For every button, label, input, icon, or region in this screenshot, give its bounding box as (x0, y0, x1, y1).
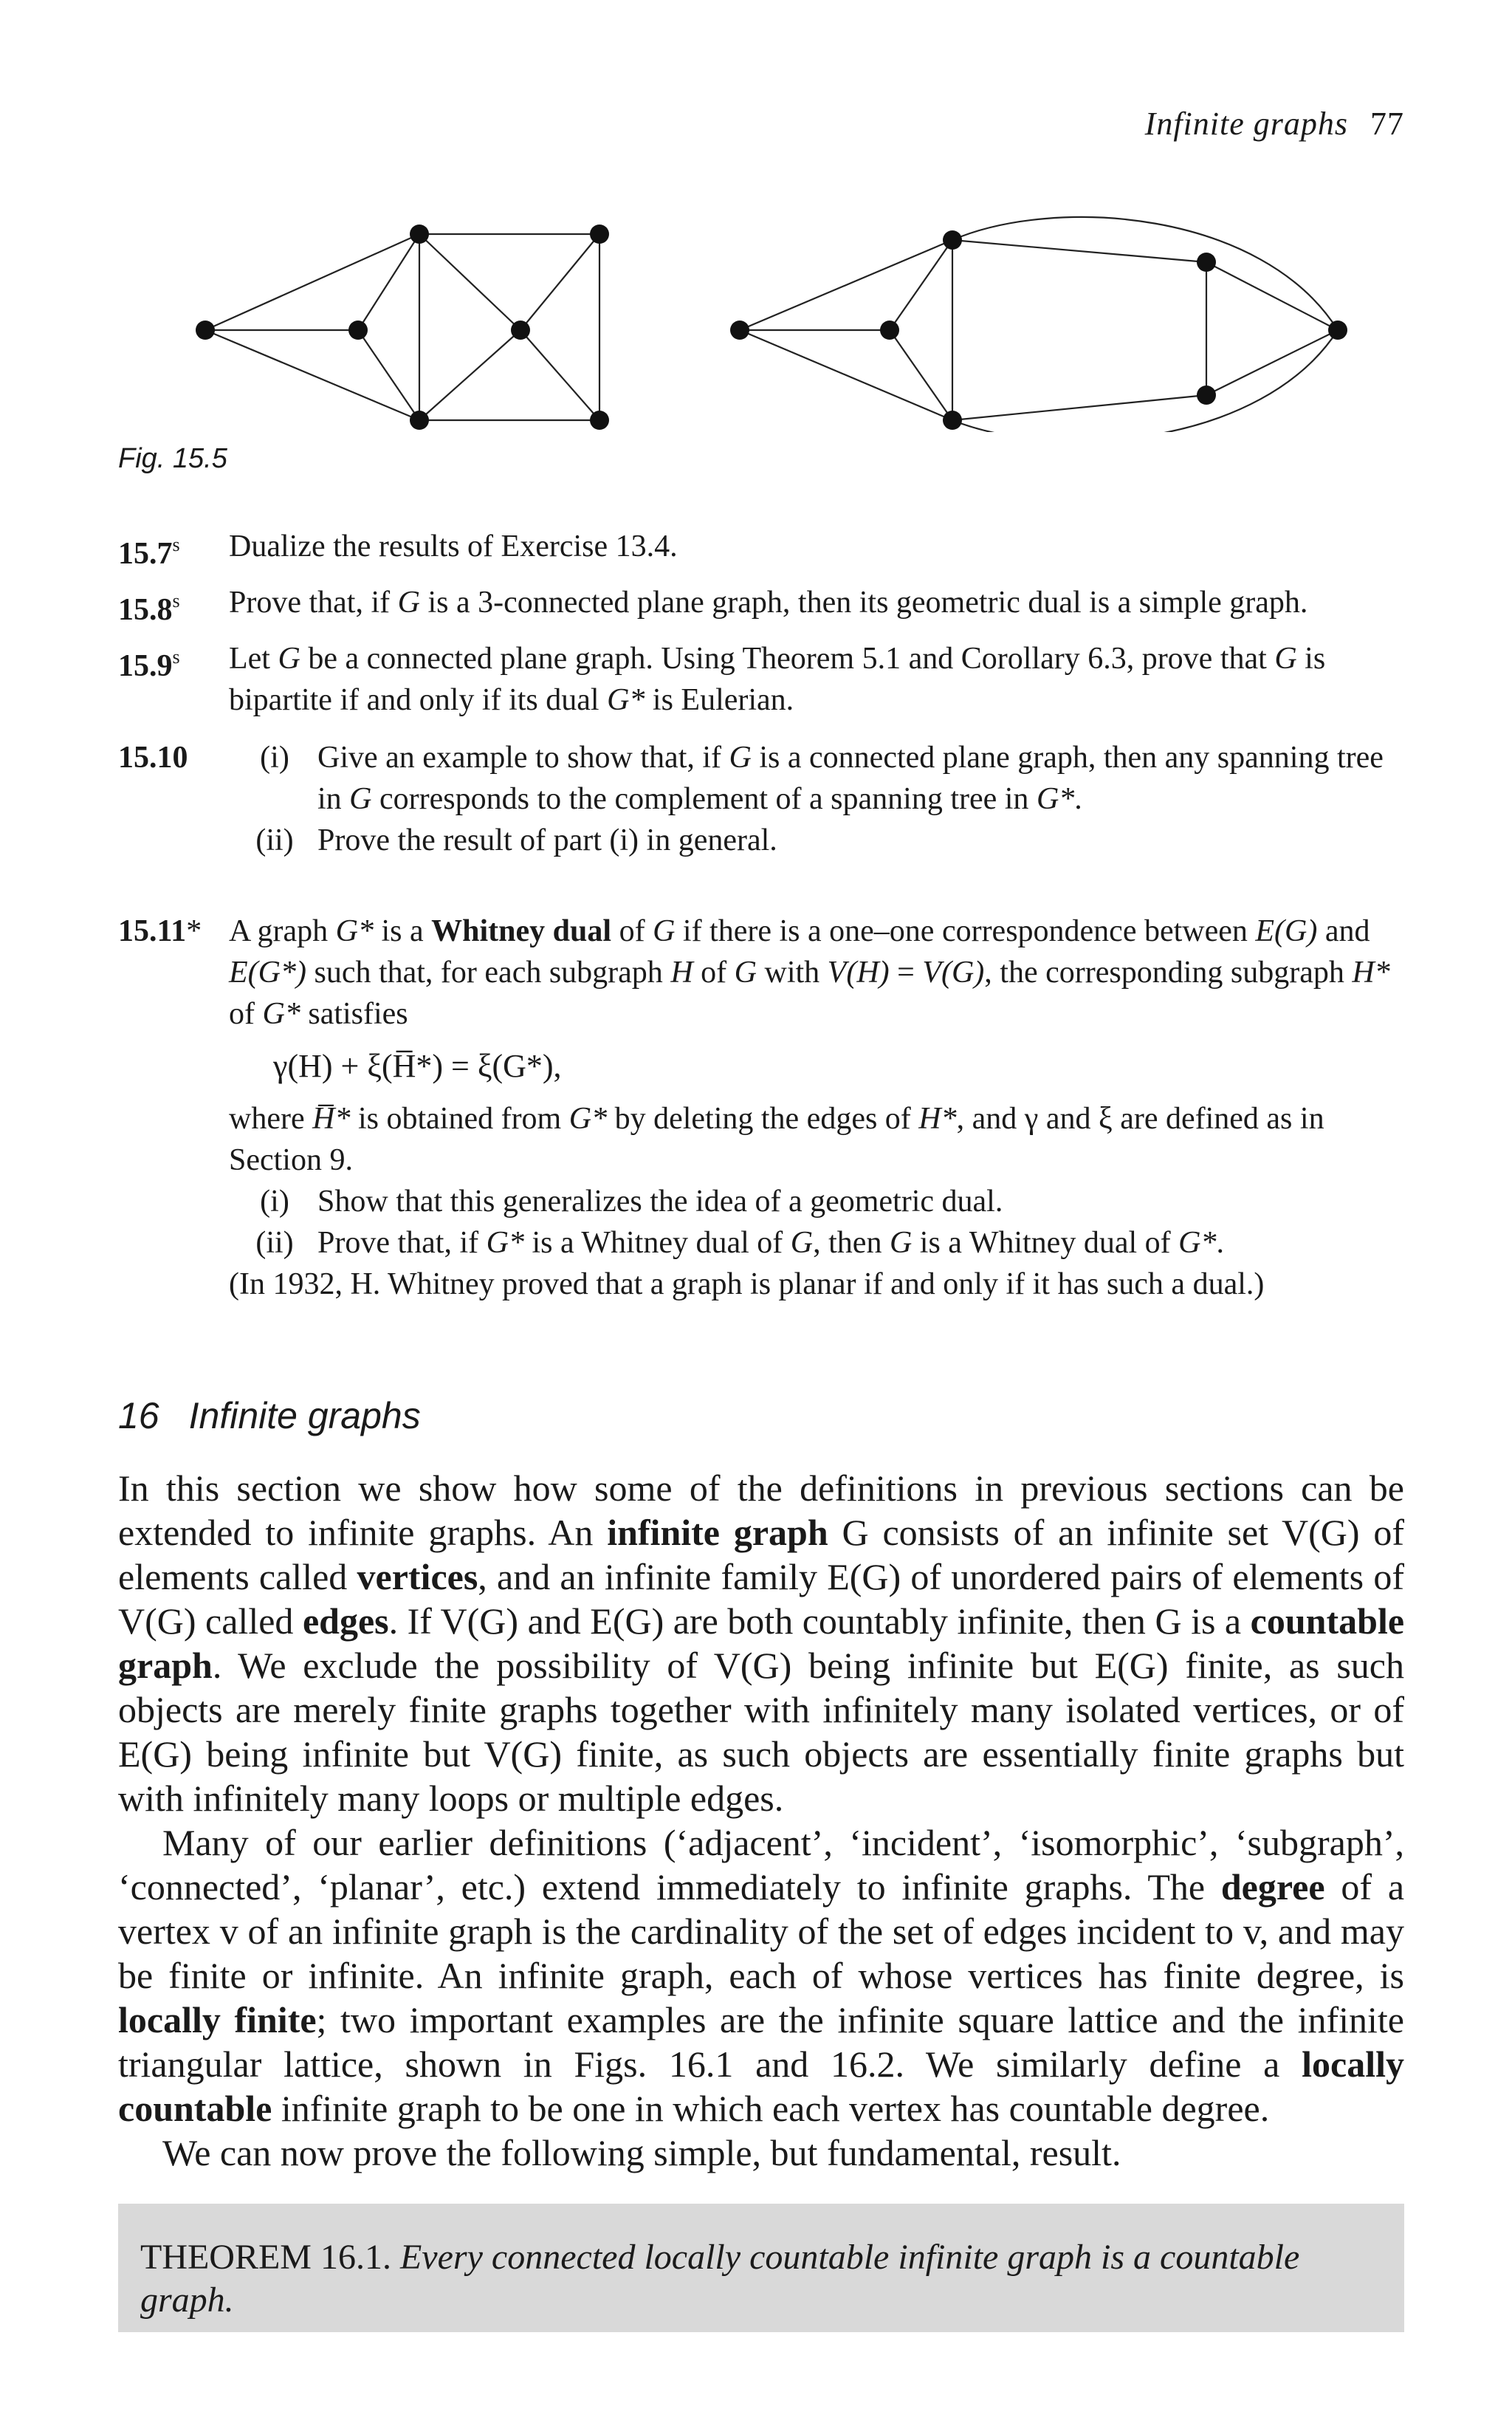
exercise-15-8 (118, 582, 1403, 627)
paragraph-2: Many of our earlier definitions (‘adjacent’, ‘incident’, ‘isomorphic’, ‘subgraph’, ‘connected’, ‘planar’, etc.) extend immediately to infinite graphs. The degree of a vertex v of an infinite graph is the cardinality of the set of edges incident to v, and may be finite or infinite. An infinite graph, each of whose vertices has finite degree, is locally finite; two important examples are the infinite square lattice and the infinite triangular lattice, shown in Figs. 16.1 and 16.2. We similarly define a locally countable infinite graph to be one in which each vertex has countable degree. (118, 1822, 1405, 2129)
exercise-text: A graph G* is a Whitney dual of G if there is a one–one correspondence between E(G) and E(G*) such that, for each subgraph H of G with V(H) = V(G), the corresponding subgraph H* of G* satisfies (229, 914, 1390, 1031)
theorem-box (118, 2204, 1404, 2332)
paragraph-1: In this section we show how some of the definitions in previous sections can be extended to infinite graphs. An infinite graph G consists of an infinite set V(G) of elements called vertices, and an infinite family E(G) of unordered pairs of elements of V(G) called edges. If V(G) and E(G) are both countably infinite, then G is a countable graph. We exclude the possibility of V(G) being infinite but E(G) finite, as such objects are merely finite graphs together with infinitely many isolated vertices, or of E(G) being infinite but V(G) finite, as such objects are essentially finite graphs but with infinitely many loops or multiple edges. (118, 1467, 1405, 1819)
exercise-part-i: (i) Give an example to show that, if G is a connected plane graph, then any spanning tree in G corresponds to the complement of a spanning tree in G*. (229, 737, 1403, 820)
exercise-text-where: where H̅* is obtained from G* by deleting the edges of H*, and γ and ξ are defined as in Section 9. (229, 1102, 1324, 1177)
exercise-part-i: (i) Show that this generalizes the idea of a geometric dual. (229, 1181, 1403, 1222)
section-heading (118, 1394, 421, 1437)
formula: γ(H) + ξ(H̅*) = ξ(G*), (273, 1048, 562, 1084)
exercise-text: Prove that, if G is a 3-connected plane graph, then its geometric dual is a simple graph. (229, 586, 1308, 620)
section-body (118, 1466, 1404, 2175)
figure-caption: Fig. 15.5 (118, 443, 227, 474)
part-label: (i) (260, 741, 289, 775)
exercise-15-10 (118, 737, 1403, 861)
exercise-text: Dualize the results of Exercise 13.4. (229, 530, 678, 563)
exercise-part-ii: (ii) Prove the result of part (i) in general. (229, 820, 1403, 861)
exercise-15-9 (118, 638, 1403, 721)
section-number: 16 (118, 1395, 159, 1436)
exercise-text: Let G be a connected plane graph. Using Theorem 5.1 and Corollary 6.3, prove that G is bipartite if and only if its dual G* is Eulerian. (229, 642, 1326, 717)
running-title: Infinite graphs (1144, 106, 1348, 142)
exercise-number: 15.8$^s$ (118, 590, 180, 627)
paragraph-3: We can now prove the following simple, but fundamental, result. (162, 2132, 1121, 2173)
exercise-15-11 (118, 911, 1403, 1305)
theorem-label: THEOREM 16.1. (140, 2238, 391, 2277)
exercise-number: 15.9$^s$ (118, 646, 180, 683)
running-header (1145, 105, 1404, 143)
exercise-part-ii: (ii) Prove that, if G* is a Whitney dual of G, then G is a Whitney dual of G*. (229, 1222, 1403, 1264)
theorem-statement: Every connected locally countable infinite graph is a countable graph. (140, 2238, 1300, 2320)
part-label: (ii) (255, 823, 294, 857)
exercise-number: 15.7$^s$ (118, 534, 180, 571)
exercise-number: 15.10 (118, 741, 188, 775)
figure-15-5 (170, 210, 1351, 432)
exercise-number: 15.11* (118, 914, 202, 948)
page-number: 77 (1370, 106, 1404, 142)
exercise-note: (In 1932, H. Whitney proved that a graph is planar if and only if it has such a dual.) (229, 1267, 1265, 1301)
part-label: (ii) (255, 1226, 294, 1260)
part-label: (i) (260, 1185, 289, 1219)
term-whitney-dual: Whitney dual (431, 914, 612, 948)
section-title: Infinite graphs (188, 1395, 421, 1436)
exercise-15-7 (118, 526, 1403, 571)
